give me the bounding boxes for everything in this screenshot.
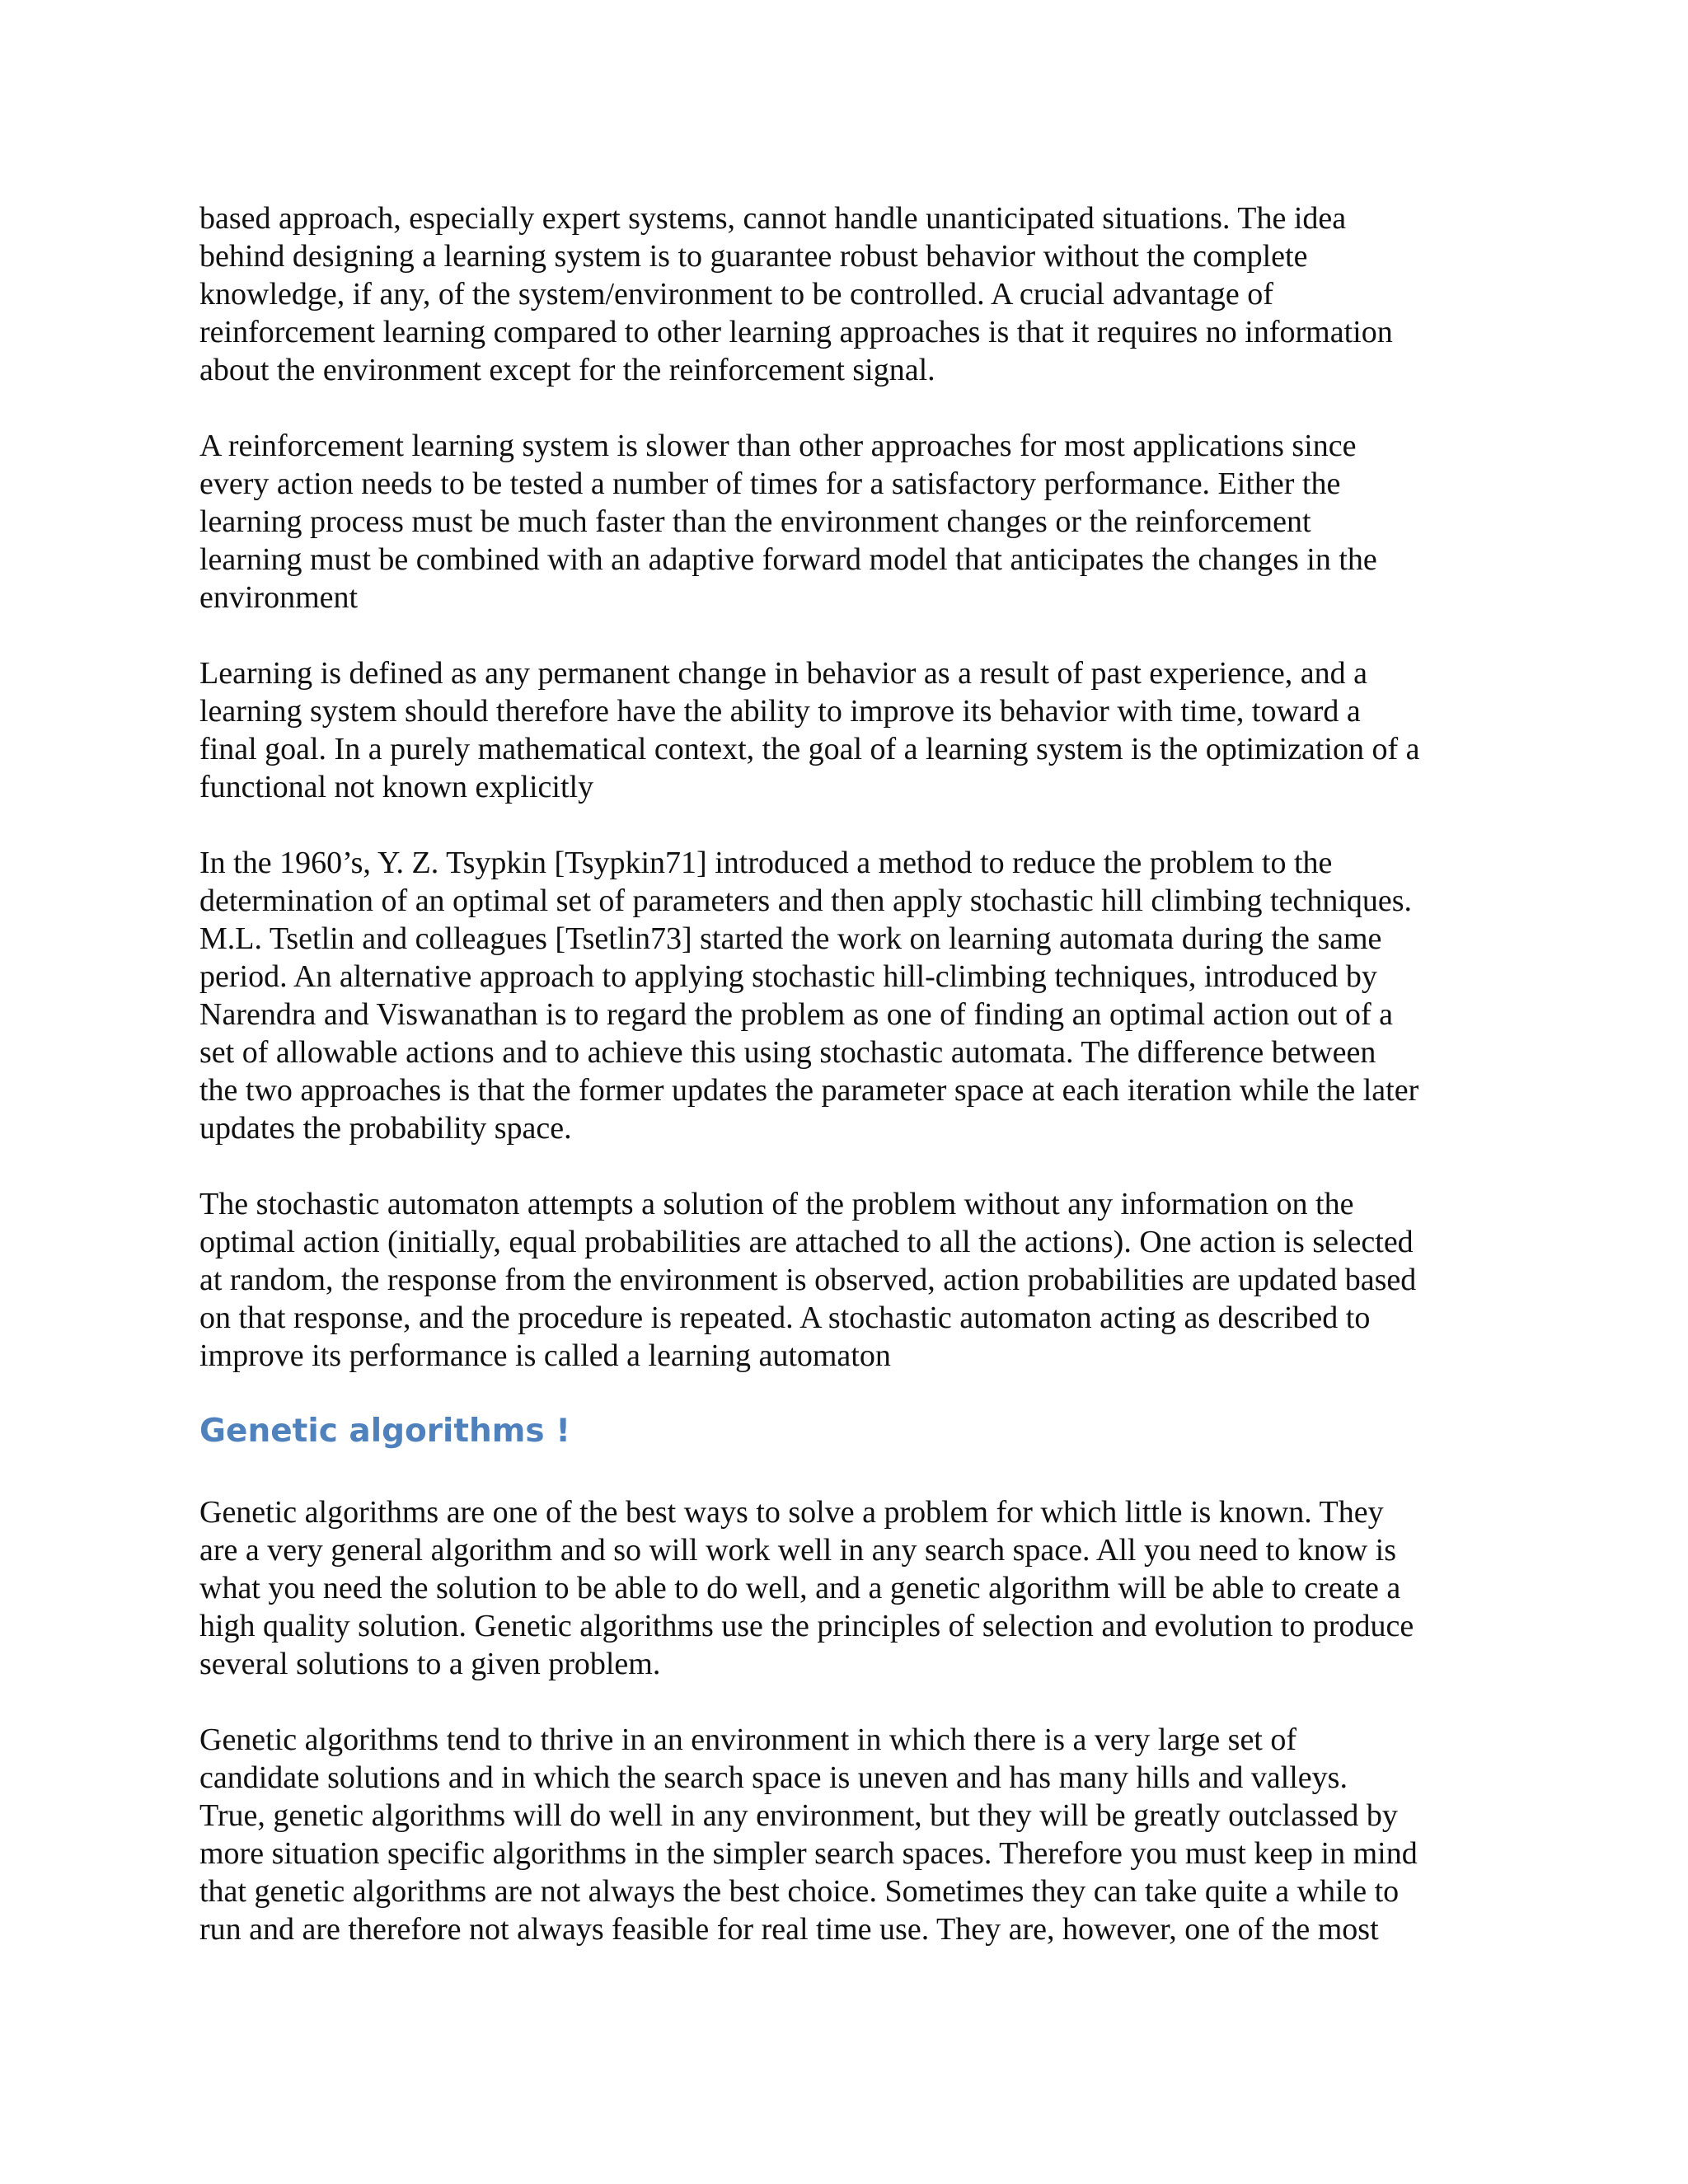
text-line: are a very general algorithm and so will work well in any search space. All you need to know is bbox=[199, 1533, 1397, 1568]
paragraph-stochastic-automaton bbox=[199, 1185, 1502, 1375]
text-line: that genetic algorithms are not always the best choice. Sometimes they can take quite a while to bbox=[199, 1874, 1400, 1909]
text-line: period. An alternative approach to applying stochastic hill-climbing techniques, introduced by bbox=[199, 959, 1377, 994]
text-line: candidate solutions and in which the search space is uneven and has many hills and valleys. bbox=[199, 1760, 1348, 1795]
text-line: Learning is defined as any permanent change in behavior as a result of past experience, and a bbox=[199, 656, 1368, 691]
text-line: improve its performance is called a learning automaton bbox=[199, 1338, 891, 1373]
text-line: In the 1960’s, Y. Z. Tsypkin [Tsypkin71] introduced a method to reduce the problem to the bbox=[199, 846, 1333, 880]
text-line: the two approaches is that the former updates the parameter space at each iteration while the later bbox=[199, 1073, 1419, 1108]
paragraph-ga-environment bbox=[199, 1721, 1502, 1948]
text-line: functional not known explicitly bbox=[199, 770, 594, 804]
text-line: several solutions to a given problem. bbox=[199, 1647, 661, 1681]
paragraph-tsypkin-history bbox=[199, 844, 1502, 1147]
text-line: on that response, and the procedure is repeated. A stochastic automaton acting as described to bbox=[199, 1301, 1371, 1335]
text-line: M.L. Tsetlin and colleagues [Tsetlin73] started the work on learning automata during the same bbox=[199, 921, 1382, 956]
paragraph-ga-overview bbox=[199, 1493, 1502, 1683]
text-line: based approach, especially expert systems, cannot handle unanticipated situations. The idea bbox=[199, 201, 1347, 236]
text-line: knowledge, if any, of the system/environment to be controlled. A crucial advantage of bbox=[199, 277, 1273, 312]
text-line: True, genetic algorithms will do well in any environment, but they will be greatly outclassed by bbox=[199, 1798, 1398, 1833]
text-line: optimal action (initially, equal probabilities are attached to all the actions). One action is selected bbox=[199, 1225, 1414, 1259]
text-line: final goal. In a purely mathematical context, the goal of a learning system is the optimization of a bbox=[199, 732, 1420, 766]
text-line: about the environment except for the reinforcement signal. bbox=[199, 353, 935, 387]
text-line: Genetic algorithms tend to thrive in an environment in which there is a very large set of bbox=[199, 1722, 1297, 1757]
text-line: high quality solution. Genetic algorithms use the principles of selection and evolution to produce bbox=[199, 1609, 1414, 1643]
text-line: learning must be combined with an adaptive forward model that anticipates the changes in the bbox=[199, 542, 1377, 577]
text-line: set of allowable actions and to achieve this using stochastic automata. The difference between bbox=[199, 1035, 1376, 1070]
text-line: behind designing a learning system is to guarantee robust behavior without the complete bbox=[199, 239, 1308, 274]
text-line: at random, the response from the environment is observed, action probabilities are updated based bbox=[199, 1263, 1417, 1297]
text-line: The stochastic automaton attempts a solution of the problem without any information on the bbox=[199, 1187, 1354, 1221]
paragraph-rl-robustness bbox=[199, 199, 1502, 389]
text-line: Narendra and Viswanathan is to regard the problem as one of finding an optimal action out of a bbox=[199, 997, 1393, 1032]
text-line: what you need the solution to be able to do well, and a genetic algorithm will be able to create a bbox=[199, 1571, 1401, 1605]
text-line: environment bbox=[199, 580, 359, 615]
text-line: every action needs to be tested a number of times for a satisfactory performance. Either the bbox=[199, 466, 1341, 501]
text-line: Genetic algorithms are one of the best ways to solve a problem for which little is known. They bbox=[199, 1495, 1384, 1530]
text-line: learning system should therefore have the ability to improve its behavior with time, toward a bbox=[199, 694, 1361, 729]
paragraph-rl-speed bbox=[199, 427, 1502, 616]
paragraph-learning-definition bbox=[199, 654, 1502, 806]
text-line: reinforcement learning compared to other learning approaches is that it requires no information bbox=[199, 315, 1393, 349]
section-heading-genetic-algorithms: Genetic algorithms ! bbox=[199, 1413, 571, 1450]
text-line: learning process must be much faster than the environment changes or the reinforcement bbox=[199, 504, 1311, 539]
text-line: updates the probability space. bbox=[199, 1111, 572, 1146]
text-line: A reinforcement learning system is slower than other approaches for most applications since bbox=[199, 429, 1357, 463]
text-line: run and are therefore not always feasible for real time use. They are, however, one of the most bbox=[199, 1912, 1379, 1947]
text-line: more situation specific algorithms in the simpler search spaces. Therefore you must keep in mind bbox=[199, 1836, 1418, 1871]
document-body bbox=[199, 199, 1502, 1986]
text-line: determination of an optimal set of parameters and then apply stochastic hill climbing techniques. bbox=[199, 883, 1413, 918]
